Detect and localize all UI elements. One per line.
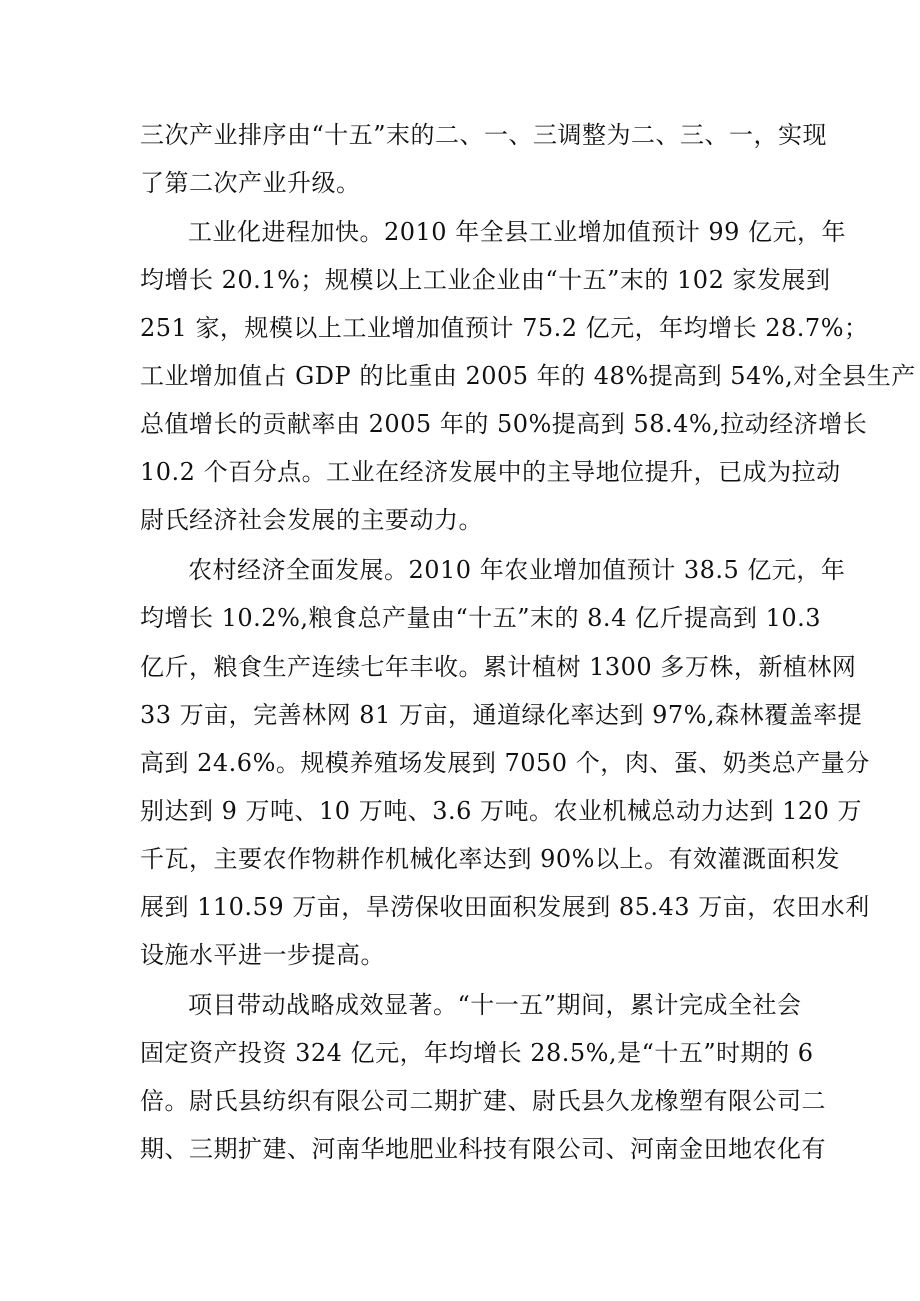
text-line: 均增长 20.1%；规模以上工业企业由“十五”末的 102 家发展到 [140,266,831,294]
text-line: 千瓦，主要农作物耕作机械化率达到 90%以上。有效灌溉面积发 [140,845,840,873]
text-line: 倍。尉氏县纺织有限公司二期扩建、尉氏县久龙橡塑有限公司二 [140,1087,826,1115]
text-line: 总值增长的贡献率由 2005 年的 50%提高到 58.4%,拉动经济增长 [140,410,868,438]
paragraph-start-line: 项目带动战略成效显著。“十一五”期间，累计完成全社会 [188,991,802,1019]
text-line: 展到 110.59 万亩，旱涝保收田面积发展到 85.43 万亩，农田水利 [140,893,870,921]
text-line: 三次产业排序由“十五”末的二、一、三调整为二、三、一，实现 [140,121,828,149]
text-line: 尉氏经济社会发展的主要动力。 [140,506,483,534]
text-line: 10.2 个百分点。工业在经济发展中的主导地位提升，已成为拉动 [140,458,841,486]
paragraph-start-line: 农村经济全面发展。2010 年农业增加值预计 38.5 亿元，年 [188,556,846,584]
text-line: 期、三期扩建、河南华地肥业科技有限公司、河南金田地农化有 [140,1135,826,1163]
paragraph-start-line: 工业化进程加快。2010 年全县工业增加值预计 99 亿元，年 [188,218,847,246]
text-line: 高到 24.6%。规模养殖场发展到 7050 个，肉、蛋、奶类总产量分 [140,749,870,777]
text-line: 了第二次产业升级。 [140,169,361,197]
text-line: 固定资产投资 324 亿元，年均增长 28.5%,是“十五”时期的 6 [140,1039,814,1067]
text-line: 工业增加值占 GDP 的比重由 2005 年的 48%提高到 54%,对全县生产 [140,362,916,390]
text-line: 251 家，规模以上工业增加值预计 75.2 亿元，年均增长 28.7%； [140,314,869,342]
text-line: 均增长 10.2%,粮食总产量由“十五”末的 8.4 亿斤提高到 10.3 [140,604,822,632]
text-line: 亿斤，粮食生产连续七年丰收。累计植树 1300 多万株，新植林网 [140,653,857,681]
text-line: 33 万亩，完善林网 81 万亩，通道绿化率达到 97%,森林覆盖率提 [140,701,863,729]
text-line: 设施水平进一步提高。 [140,941,385,969]
text-line: 别达到 9 万吨、10 万吨、3.6 万吨。农业机械总动力达到 120 万 [140,797,863,825]
